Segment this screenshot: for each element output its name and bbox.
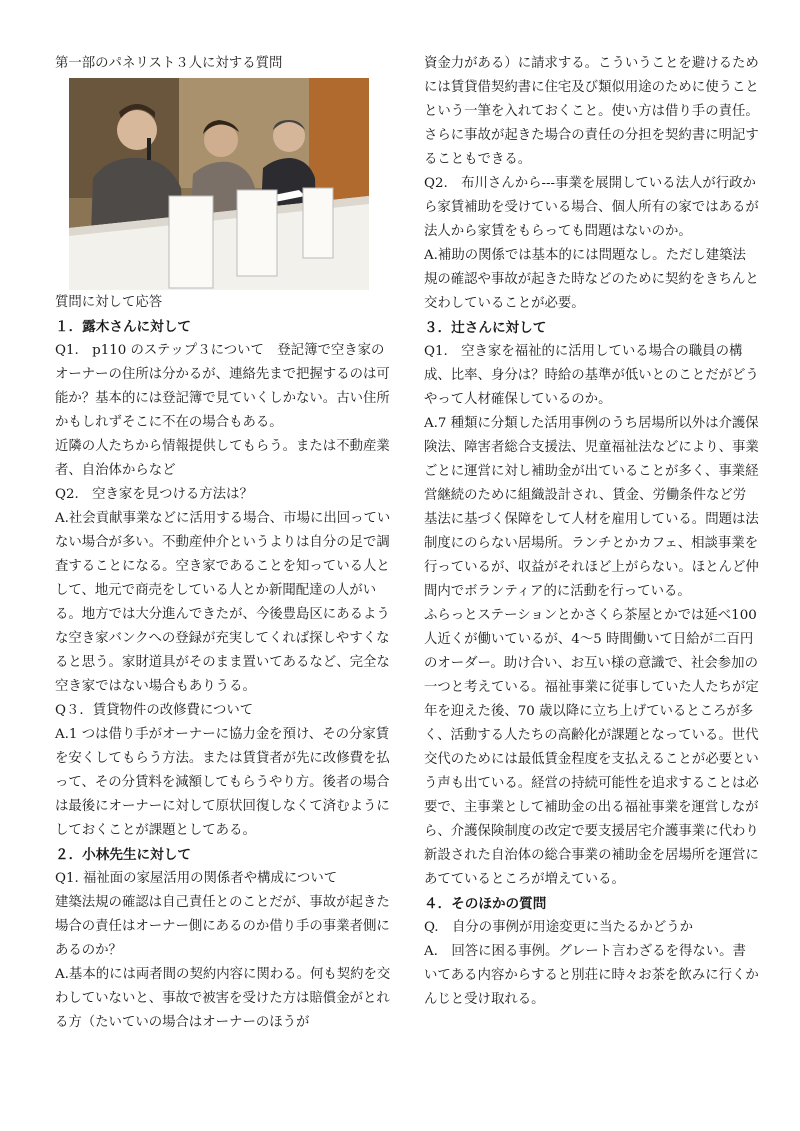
section1-paragraph: A.1 つは借り手がオーナーに協力金を預け、その分家賃を安くしてもらう方法。または賃貸者が先に改修費を払って、その分賃料を減額してもらうやり方。後者の場合は最後にオーナーに対して原状回復しなくて済むようにしておくことが課題としてある。 (55, 727, 390, 838)
panel-photo-illustration (69, 78, 369, 290)
section4-paragraph: Q. 自分の事例が用途変更に当たるかどうか (424, 920, 693, 935)
section3-paragraph: ふらっとステーションとかさくら茶屋とかでは延べ100 人近くが働いているが、4～5 時間働いて日給が二百円のオーダー。助け合い、お互い様の意識で、社会参加の一つと考えている。福祉事業に従事していた人たちが定年を迎えた後、70 歳以降に立ち上げているところが多く、活動する人たちの高齢化が課題となっている。世代交代のためには最低賃金程度を支払えることが必要という声も出ている。経営の持続可能性を追求することは必要で、主事業として補助金の出る福祉事業を運営しながら、介護保険制度の改定で要支援居宅介護事業に代わり新設された自治体の総合事業の補助金を居場所を運営にあてているところが増えている。 (424, 608, 759, 887)
continuation-paragraph: Q2. 布川さんから---事業を展開している法人が行政から家賃補助を受けている場合、個人所有の家ではあるが法人から家賃をもらっても問題はないのか。 (424, 176, 759, 239)
section2-paragraph: 建築法規の確認は自己責任とのことだが、事故が起きた場合の責任はオーナー側にあるのか借り手の事業者側にあるのか？ (55, 895, 390, 958)
section1-paragraph: 近隣の人たちから情報提供してもらう。または不動産業者、自治体からなど (55, 439, 390, 478)
section3-paragraph: Q1. 空き家を福祉的に活用している場合の職員の構成、比率、身分は？時給の基準が低いとのことだがどうやって人材確保しているのか。 (424, 344, 759, 407)
section4-paragraph: A. 回答に困る事例。グレート言わざるを得ない。書いてある内容からすると別荘に時々お茶を飲みに行くかんじと受け取れる。 (424, 944, 759, 1007)
section2-paragraph: Q1. 福祉面の家屋活用の関係者や構成について (55, 871, 338, 886)
section3-heading: ３．辻さんに対して (424, 320, 547, 336)
section1-paragraph: Q2. 空き家を見つける方法は？ (55, 487, 253, 502)
continuation-paragraph: A.補助の関係では基本的には問題なし。ただし建築法規の確認や事故が起きた時などのために契約をきちんと交わしていることが必要。 (424, 248, 759, 311)
section1-paragraph: A.社会貢献事業などに活用する場合、市場に出回っていない場合が多い。不動産仲介というよりは自分の足で調査することになる。空き家であることを知っている人として、地元で商売をしている人とか新聞配達の人がいる。地方では大分進んできたが、今後豊島区にあるような空き家バンクへの登録が充実してくれば探しやすくなると思う。家財道具がそのまま置いてあるなど、完全な空き家ではない場合もありうる。 (55, 511, 391, 694)
section3-paragraph: A.7 種類に分類した活用事例のうち居場所以外は介護保険法、障害者総合支援法、児童福祉法などにより、事業ごとに運営に対し補助金が出ていることが多く、事業経営継続のために組織設計され、賃金、労働条件など労基法に基づく保障をして人材を雇用している。問題は法制度にのらない居場所。ランチとかカフェ、相談事業を行っているが、収益がそれほど上がらない。ほとんど仲間内でボランティア的に活動を行っている。 (424, 416, 759, 599)
continuation-paragraph: 資金力がある）に請求する。こういうことを避けるためには賃貸借契約書に住宅及び類似用途のために使うことという一筆を入れておくこと。使い方は借り手の責任。さらに事故が起きた場合の責任の分担を契約書に明記することもできる。 (424, 56, 759, 167)
section1-heading: １．露木さんに対して (55, 319, 191, 335)
right-column (424, 52, 759, 1012)
section2-heading: ２．小林先生に対して (55, 847, 191, 863)
intro-line: 第一部のパネリスト３人に対する質問 (55, 56, 283, 71)
section4-heading: ４．そのほかの質問 (424, 896, 547, 912)
photo-caption: 質問に対して応答 (55, 295, 163, 310)
panel-photo (69, 78, 369, 290)
section1-paragraph: Q３．賃貸物件の改修費について (55, 703, 254, 718)
section1-paragraph: Q1. p110 のステップ３について 登記簿で空き家のオーナーの住所は分かるが、連絡先まで把握するのは可能か？基本的には登記簿で見ていくしかない。古い住所かもしれずそこに不在の場合もある。 (55, 343, 390, 430)
section2-paragraph: A.基本的には両者間の契約内容に関わる。何も契約を交わしていないと、事故で被害を受けた方は賠償金がとれる方（たいていの場合はオーナーのほうが (55, 967, 391, 1030)
left-column (55, 52, 395, 1035)
